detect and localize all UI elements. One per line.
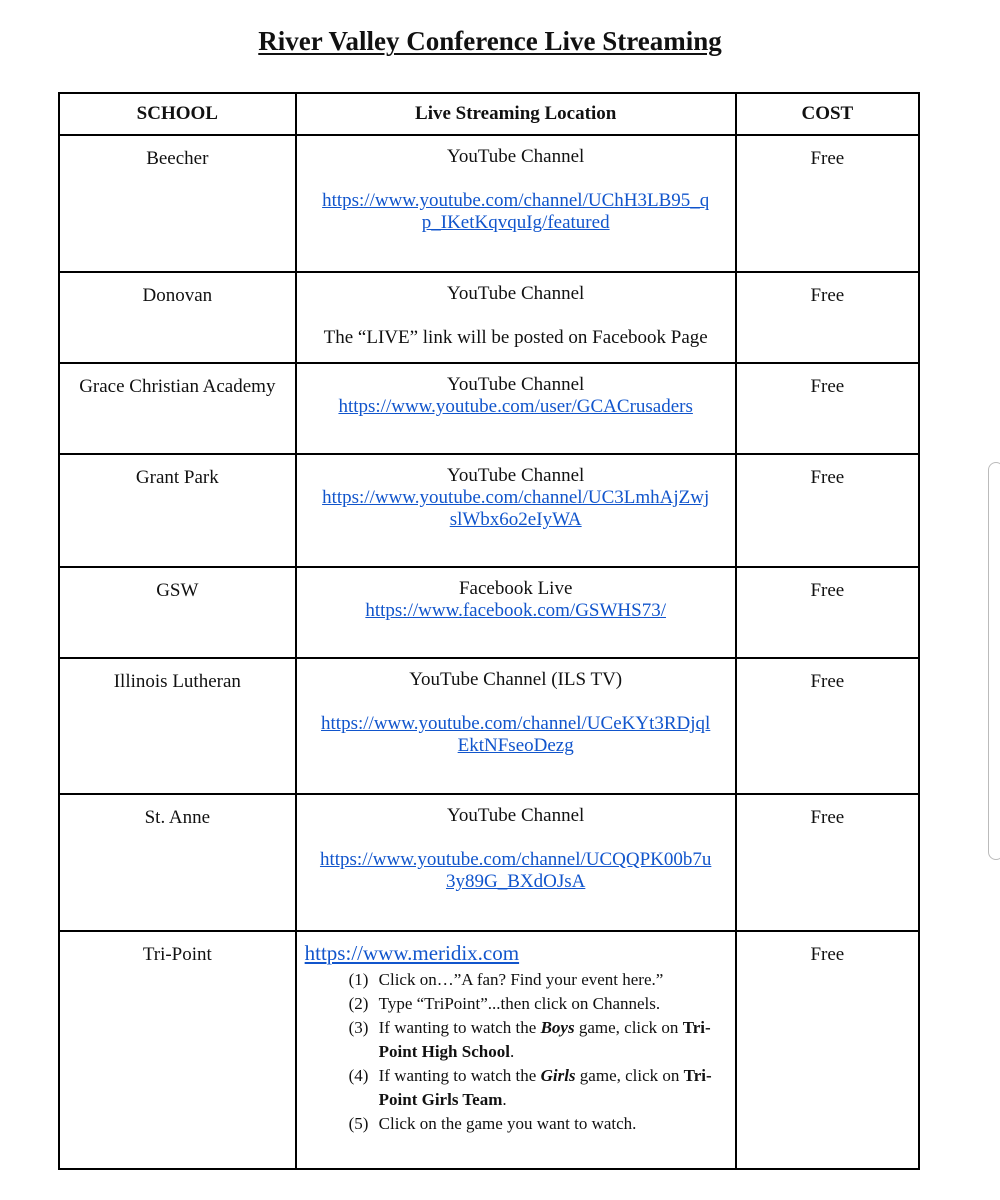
- step-number: (4): [348, 1066, 369, 1085]
- scrollbar[interactable]: [988, 462, 1000, 860]
- school-name: Grace Christian Academy: [79, 376, 276, 397]
- step-emphasis: Girls: [540, 1066, 576, 1085]
- step-number: (2): [348, 994, 369, 1013]
- table-row: [59, 794, 919, 931]
- stream-link-line[interactable]: https://www.youtube.com/channel/UCeKYt3RDjql: [321, 713, 711, 734]
- location-cell: [297, 136, 735, 234]
- table-row: [59, 135, 919, 272]
- step-bold: Tri-Point Girls Team: [378, 1066, 712, 1109]
- school-name: Tri-Point: [142, 944, 212, 965]
- table-row: [59, 454, 919, 567]
- step-bold: Tri-Point High School: [378, 1018, 711, 1061]
- step-text: game, click on: [575, 1066, 684, 1085]
- location-cell: [297, 795, 735, 893]
- document-title: River Valley Conference Live Streaming: [258, 26, 722, 56]
- header-location: Live Streaming Location: [296, 93, 736, 135]
- stream-link-line[interactable]: https://www.youtube.com/channel/UC3LmhAjZwj: [322, 487, 710, 508]
- stream-link[interactable]: [297, 190, 735, 234]
- stream-link-line[interactable]: https://www.youtube.com/channel/UChH3LB95_q: [322, 190, 710, 211]
- step-text: Type “TriPoint”...then click on Channels.: [378, 994, 661, 1013]
- cost-value: Free: [810, 807, 845, 828]
- instruction-step: [349, 1064, 721, 1112]
- step-number: (1): [348, 970, 369, 989]
- instruction-step: [349, 1016, 721, 1064]
- cost-value: Free: [810, 467, 845, 488]
- stream-link-line[interactable]: slWbx6o2eIyWA: [449, 509, 582, 530]
- table-row: [59, 658, 919, 794]
- table-row: [59, 931, 919, 1169]
- stream-link-line[interactable]: p_IKetKqvquIg/featured: [421, 212, 610, 233]
- step-number: (3): [348, 1018, 369, 1037]
- cost-value: Free: [810, 376, 845, 397]
- stream-link[interactable]: [297, 713, 735, 757]
- school-name: Beecher: [146, 148, 209, 169]
- location-cell: [297, 932, 735, 1136]
- location-cell: [297, 364, 735, 418]
- table-row: [59, 363, 919, 454]
- step-text: .: [509, 1042, 515, 1061]
- step-text: .: [502, 1090, 507, 1109]
- instruction-step: [349, 1112, 721, 1136]
- instruction-list: [305, 968, 735, 1136]
- location-cell: [297, 273, 735, 349]
- platform-label: YouTube Channel: [447, 465, 585, 486]
- stream-link-line[interactable]: https://www.youtube.com/channel/UCQQPK00b7u: [319, 849, 712, 870]
- header-cost: COST: [736, 93, 919, 135]
- table-header-row: [59, 93, 919, 135]
- instruction-step: [349, 968, 721, 992]
- stream-link[interactable]: https://www.youtube.com/user/GCACrusaders: [338, 396, 693, 417]
- school-name: GSW: [156, 580, 199, 601]
- instruction-step: [349, 992, 721, 1016]
- step-text: Click on…”A fan? Find your event here.”: [378, 970, 664, 989]
- school-name: Grant Park: [135, 467, 219, 488]
- platform-label: YouTube Channel: [447, 374, 585, 395]
- cost-value: Free: [810, 671, 845, 692]
- platform-label: YouTube Channel: [447, 283, 585, 304]
- location-cell: [297, 455, 735, 531]
- school-name: Illinois Lutheran: [113, 671, 241, 692]
- table-row: [59, 567, 919, 658]
- step-text: If wanting to watch the: [378, 1066, 541, 1085]
- step-text: If wanting to watch the: [378, 1018, 541, 1037]
- step-emphasis: Boys: [540, 1018, 575, 1037]
- step-number: (5): [348, 1114, 369, 1133]
- platform-label: YouTube Channel (ILS TV): [409, 669, 623, 690]
- stream-link[interactable]: [297, 487, 735, 531]
- stream-link-line[interactable]: 3y89G_BXdOJsA: [445, 871, 586, 892]
- school-name: St. Anne: [144, 807, 211, 828]
- facebook-note: The “LIVE” link will be posted on Facebook Page: [323, 327, 708, 348]
- meridix-link[interactable]: https://www.meridix.com: [304, 941, 520, 965]
- step-text: game, click on: [574, 1018, 683, 1037]
- stream-link-line[interactable]: EktNFseoDezg: [457, 735, 574, 756]
- school-name: Donovan: [142, 285, 213, 306]
- platform-label: YouTube Channel: [447, 805, 585, 826]
- cost-value: Free: [810, 580, 845, 601]
- cost-value: Free: [810, 285, 845, 306]
- cost-value: Free: [810, 944, 845, 965]
- stream-link[interactable]: [297, 849, 735, 893]
- header-school: SCHOOL: [59, 93, 296, 135]
- location-cell: [297, 568, 735, 622]
- step-text: Click on the game you want to watch.: [378, 1114, 637, 1133]
- streaming-table: [58, 92, 920, 1170]
- location-cell: [297, 659, 735, 757]
- stream-link[interactable]: https://www.facebook.com/GSWHS73/: [365, 600, 666, 621]
- table-row: [59, 272, 919, 363]
- platform-label: Facebook Live: [458, 578, 573, 599]
- cost-value: Free: [810, 148, 845, 169]
- platform-label: YouTube Channel: [447, 146, 585, 167]
